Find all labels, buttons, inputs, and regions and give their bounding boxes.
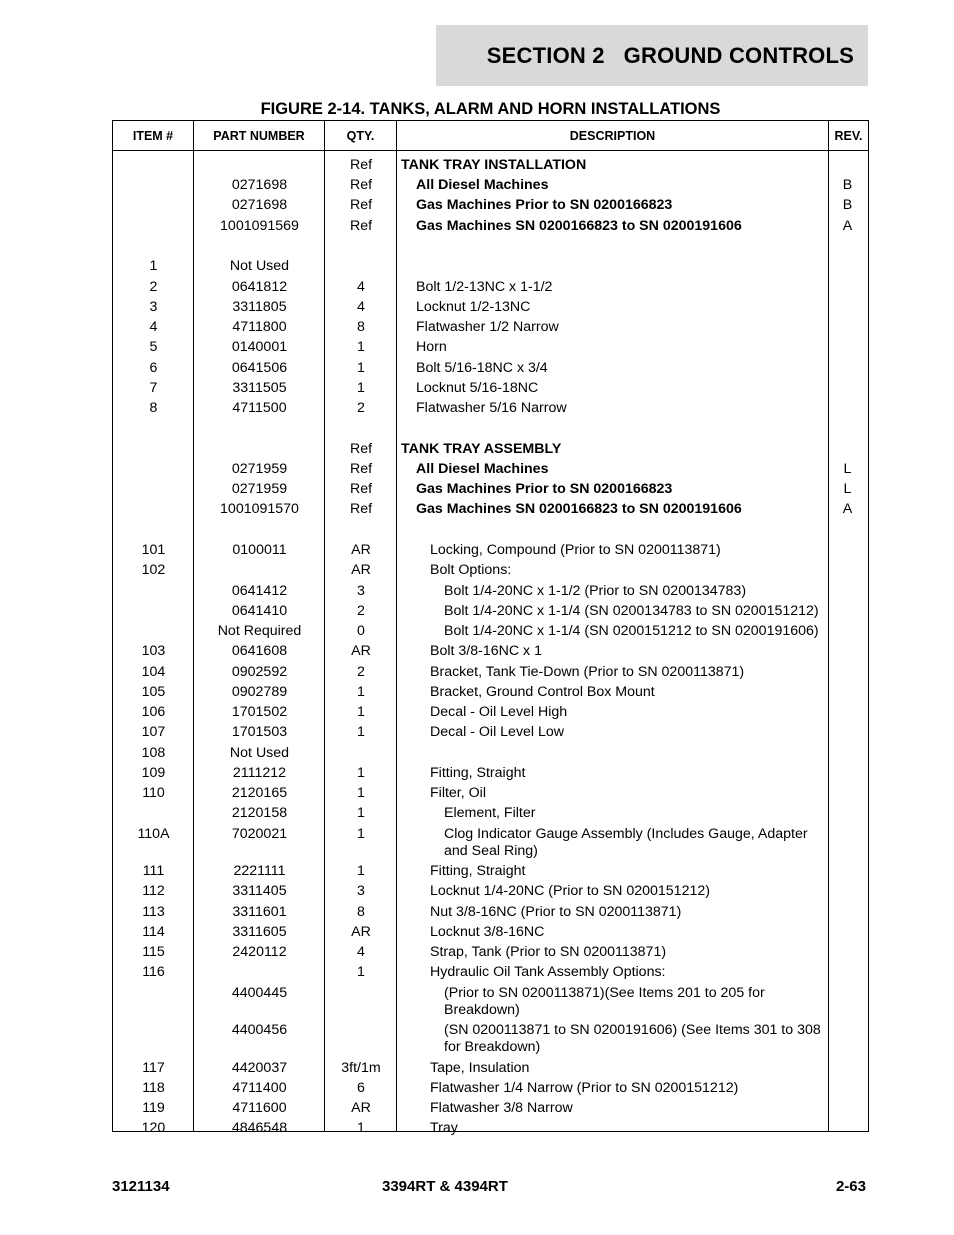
description-cell: Flatwasher 1/4 Narrow (Prior to SN 0200151212) bbox=[430, 1080, 739, 1096]
quantity-cell: 2 bbox=[357, 603, 365, 619]
item-number-cell: 111 bbox=[142, 863, 165, 879]
quantity-cell: 1 bbox=[357, 724, 365, 740]
description-cell: Tape, Insulation bbox=[430, 1060, 530, 1076]
description-cell: Bracket, Tank Tie-Down (Prior to SN 0200113871) bbox=[430, 664, 745, 680]
revision-cell: B bbox=[842, 177, 853, 193]
item-number-cell: 112 bbox=[142, 883, 165, 899]
description-cell: Bolt Options: bbox=[430, 562, 512, 578]
part-number-cell: 0271698 bbox=[231, 177, 288, 193]
description-cell: Gas Machines Prior to SN 0200166823 bbox=[416, 197, 673, 213]
part-number-cell: 0140001 bbox=[231, 339, 288, 355]
part-number-cell: 0271698 bbox=[231, 197, 288, 213]
quantity-cell: 6 bbox=[357, 1080, 365, 1096]
description-cell: Bolt 5/16-18NC x 3/4 bbox=[416, 360, 548, 376]
quantity-cell: 1 bbox=[357, 704, 365, 720]
part-number-cell: 4400445 bbox=[231, 985, 288, 1001]
description-cell: Clog Indicator Gauge Assembly (Includes Gauge, Adapter and Seal Ring) bbox=[444, 826, 808, 859]
item-number-cell: 8 bbox=[149, 400, 158, 416]
description-cell: Locknut 1/2-13NC bbox=[416, 299, 531, 315]
quantity-cell: 1 bbox=[357, 863, 365, 879]
description-cell: Bolt 1/2-13NC x 1-1/2 bbox=[416, 279, 553, 295]
description-cell: Nut 3/8-16NC (Prior to SN 0200113871) bbox=[430, 904, 682, 920]
column-header-qty: QTY. bbox=[346, 128, 375, 143]
item-number-cell: 110 bbox=[142, 785, 165, 801]
item-number-cell: 4 bbox=[149, 319, 158, 335]
description-cell: Decal - Oil Level High bbox=[430, 704, 568, 720]
description-cell: All Diesel Machines bbox=[416, 461, 549, 477]
footer-page-number: 2-63 bbox=[835, 1178, 866, 1195]
parts-table bbox=[112, 120, 869, 1136]
description-cell: Bolt 1/4-20NC x 1-1/4 (SN 0200151212 to SN 0200191606) bbox=[444, 623, 819, 639]
part-number-cell: 0271959 bbox=[231, 461, 288, 477]
description-cell: Bolt 3/8-16NC x 1 bbox=[430, 643, 542, 659]
quantity-cell: Ref bbox=[349, 177, 373, 193]
quantity-cell: 1 bbox=[357, 826, 365, 842]
part-number-cell: 3311805 bbox=[232, 299, 287, 315]
part-number-cell: 2111212 bbox=[232, 765, 287, 781]
part-number-cell: Not Used bbox=[229, 745, 290, 761]
part-number-cell: Not Required bbox=[217, 623, 302, 639]
quantity-cell: 4 bbox=[357, 944, 365, 960]
item-number-cell: 106 bbox=[141, 704, 166, 720]
item-number-cell: 107 bbox=[141, 724, 166, 740]
part-number-cell: 0641812 bbox=[231, 279, 288, 295]
item-number-cell: 117 bbox=[142, 1060, 165, 1076]
part-number-cell: 2221111 bbox=[233, 863, 286, 879]
quantity-cell: 3ft/1m bbox=[341, 1060, 381, 1076]
part-number-cell: 2420112 bbox=[232, 944, 287, 960]
quantity-cell: 2 bbox=[357, 664, 365, 680]
quantity-cell: 1 bbox=[357, 765, 365, 781]
item-number-cell: 118 bbox=[142, 1080, 165, 1096]
item-number-cell: 102 bbox=[141, 562, 166, 578]
column-divider bbox=[828, 121, 829, 1131]
quantity-cell: 3 bbox=[357, 883, 365, 899]
part-number-cell: 0271959 bbox=[231, 481, 288, 497]
part-number-cell: 4711800 bbox=[232, 319, 287, 335]
part-number-cell: 0641412 bbox=[231, 583, 288, 599]
item-number-cell: 114 bbox=[142, 924, 165, 940]
part-number-cell: 2120158 bbox=[231, 805, 288, 821]
column-header-part-number: PART NUMBER bbox=[213, 128, 305, 143]
item-number-cell: 120 bbox=[141, 1120, 166, 1136]
part-number-cell: 1001091569 bbox=[220, 218, 299, 234]
description-cell: TANK TRAY ASSEMBLY bbox=[401, 441, 562, 457]
description-cell: (Prior to SN 0200113871)(See Items 201 to 205 for Breakdown) bbox=[444, 985, 765, 1018]
description-cell: Locknut 5/16-18NC bbox=[416, 380, 539, 396]
part-number-cell: 7020021 bbox=[231, 826, 288, 842]
part-number-cell: 0641506 bbox=[231, 360, 288, 376]
column-header-item: ITEM # bbox=[132, 128, 174, 143]
quantity-cell: Ref bbox=[349, 461, 373, 477]
description-cell: Strap, Tank (Prior to SN 0200113871) bbox=[430, 944, 667, 960]
description-cell: Bolt 1/4-20NC x 1-1/4 (SN 0200134783 to SN 0200151212) bbox=[444, 603, 819, 619]
quantity-cell: Ref bbox=[349, 441, 373, 457]
quantity-cell: 3 bbox=[357, 583, 365, 599]
revision-cell: A bbox=[842, 501, 853, 517]
description-cell: (SN 0200113871 to SN 0200191606) (See Items 301 to 308 for Breakdown) bbox=[444, 1022, 821, 1055]
section-header bbox=[436, 25, 868, 86]
part-number-cell: 2120165 bbox=[231, 785, 288, 801]
item-number-cell: 101 bbox=[141, 542, 166, 558]
part-number-cell: 4420037 bbox=[231, 1060, 288, 1076]
description-cell: Fitting, Straight bbox=[430, 863, 526, 879]
column-header-description: DESCRIPTION bbox=[569, 128, 656, 143]
quantity-cell: AR bbox=[351, 542, 371, 558]
description-cell: Flatwasher 1/2 Narrow bbox=[416, 319, 559, 335]
quantity-cell: AR bbox=[351, 1100, 371, 1116]
revision-cell: L bbox=[843, 461, 852, 477]
header-divider bbox=[113, 150, 868, 151]
revision-cell: A bbox=[842, 218, 853, 234]
quantity-cell: Ref bbox=[349, 481, 373, 497]
revision-cell: L bbox=[843, 481, 852, 497]
part-number-cell: 4711600 bbox=[232, 1100, 287, 1116]
description-cell: TANK TRAY INSTALLATION bbox=[401, 157, 587, 173]
quantity-cell: Ref bbox=[349, 501, 373, 517]
description-cell: Decal - Oil Level Low bbox=[430, 724, 565, 740]
part-number-cell: 0100011 bbox=[232, 542, 287, 558]
column-header-rev: REV. bbox=[834, 128, 863, 143]
item-number-cell: 119 bbox=[142, 1100, 165, 1116]
description-cell: Gas Machines SN 0200166823 to SN 0200191606 bbox=[416, 501, 742, 517]
quantity-cell: 2 bbox=[357, 400, 365, 416]
item-number-cell: 116 bbox=[142, 964, 165, 980]
item-number-cell: 6 bbox=[149, 360, 158, 376]
quantity-cell: 4 bbox=[357, 279, 365, 295]
description-cell: Horn bbox=[416, 339, 447, 355]
footer-model: 3394RT & 4394RT bbox=[382, 1178, 508, 1195]
item-number-cell: 115 bbox=[142, 944, 165, 960]
part-number-cell: 1701502 bbox=[231, 704, 288, 720]
quantity-cell: Ref bbox=[349, 197, 373, 213]
item-number-cell: 113 bbox=[142, 904, 165, 920]
quantity-cell: Ref bbox=[349, 218, 373, 234]
quantity-cell: Ref bbox=[349, 157, 373, 173]
description-cell: Element, Filter bbox=[444, 805, 536, 821]
figure-title: FIGURE 2-14. TANKS, ALARM AND HORN INSTALLATIONS bbox=[260, 100, 721, 118]
quantity-cell: 1 bbox=[357, 380, 365, 396]
part-number-cell: 0641410 bbox=[231, 603, 288, 619]
part-number-cell: 3311605 bbox=[232, 924, 287, 940]
description-cell: Hydraulic Oil Tank Assembly Options: bbox=[430, 964, 666, 980]
part-number-cell: 3311601 bbox=[232, 904, 287, 920]
part-number-cell: 4846548 bbox=[231, 1120, 288, 1136]
section-title: SECTION 2 GROUND CONTROLS bbox=[486, 42, 854, 68]
item-number-cell: 5 bbox=[149, 339, 158, 355]
part-number-cell: 3311405 bbox=[232, 883, 287, 899]
item-number-cell: 109 bbox=[141, 765, 166, 781]
quantity-cell: 1 bbox=[357, 785, 365, 801]
item-number-cell: 1 bbox=[149, 258, 158, 274]
description-cell: Flatwasher 3/8 Narrow bbox=[430, 1100, 573, 1116]
item-number-cell: 110A bbox=[137, 826, 170, 842]
part-number-cell: 4711500 bbox=[232, 400, 287, 416]
quantity-cell: AR bbox=[351, 643, 371, 659]
part-number-cell: 0902789 bbox=[231, 684, 288, 700]
description-cell: Fitting, Straight bbox=[430, 765, 526, 781]
description-cell: Bolt 1/4-20NC x 1-1/2 (Prior to SN 0200134783) bbox=[444, 583, 747, 599]
description-cell: Gas Machines SN 0200166823 to SN 0200191606 bbox=[416, 218, 742, 234]
part-number-cell: 1001091570 bbox=[220, 501, 299, 517]
part-number-cell: 0902592 bbox=[231, 664, 288, 680]
item-number-cell: 3 bbox=[149, 299, 158, 315]
quantity-cell: 1 bbox=[357, 339, 365, 355]
item-number-cell: 105 bbox=[141, 684, 166, 700]
description-cell: Locknut 1/4-20NC (Prior to SN 0200151212) bbox=[430, 883, 710, 899]
item-number-cell: 104 bbox=[141, 664, 166, 680]
quantity-cell: 1 bbox=[357, 964, 365, 980]
quantity-cell: AR bbox=[351, 924, 371, 940]
part-number-cell: 1701503 bbox=[231, 724, 288, 740]
footer-doc-number: 3121134 bbox=[112, 1178, 170, 1195]
part-number-cell: 0641608 bbox=[231, 643, 288, 659]
item-number-cell: 2 bbox=[149, 279, 158, 295]
description-cell: Locking, Compound (Prior to SN 0200113871) bbox=[430, 542, 721, 558]
quantity-cell: 8 bbox=[357, 319, 365, 335]
description-cell: Gas Machines Prior to SN 0200166823 bbox=[416, 481, 673, 497]
quantity-cell: AR bbox=[351, 562, 371, 578]
description-cell: Filter, Oil bbox=[430, 785, 486, 801]
item-number-cell: 108 bbox=[141, 745, 166, 761]
quantity-cell: 1 bbox=[357, 805, 365, 821]
description-cell: Bracket, Ground Control Box Mount bbox=[430, 684, 655, 700]
description-cell: Locknut 3/8-16NC bbox=[430, 924, 545, 940]
part-number-cell: Not Used bbox=[229, 258, 290, 274]
quantity-cell: 1 bbox=[357, 684, 365, 700]
quantity-cell: 1 bbox=[357, 360, 365, 376]
item-number-cell: 103 bbox=[141, 643, 166, 659]
description-cell: All Diesel Machines bbox=[416, 177, 549, 193]
part-number-cell: 4400456 bbox=[231, 1022, 288, 1038]
item-number-cell: 7 bbox=[149, 380, 158, 396]
quantity-cell: 8 bbox=[357, 904, 365, 920]
description-cell: Tray bbox=[430, 1120, 458, 1136]
quantity-cell: 1 bbox=[357, 1120, 365, 1136]
description-cell: Flatwasher 5/16 Narrow bbox=[416, 400, 567, 416]
revision-cell: B bbox=[842, 197, 853, 213]
quantity-cell: 0 bbox=[357, 623, 365, 639]
part-number-cell: 4711400 bbox=[232, 1080, 287, 1096]
quantity-cell: 4 bbox=[357, 299, 365, 315]
part-number-cell: 3311505 bbox=[232, 380, 287, 396]
